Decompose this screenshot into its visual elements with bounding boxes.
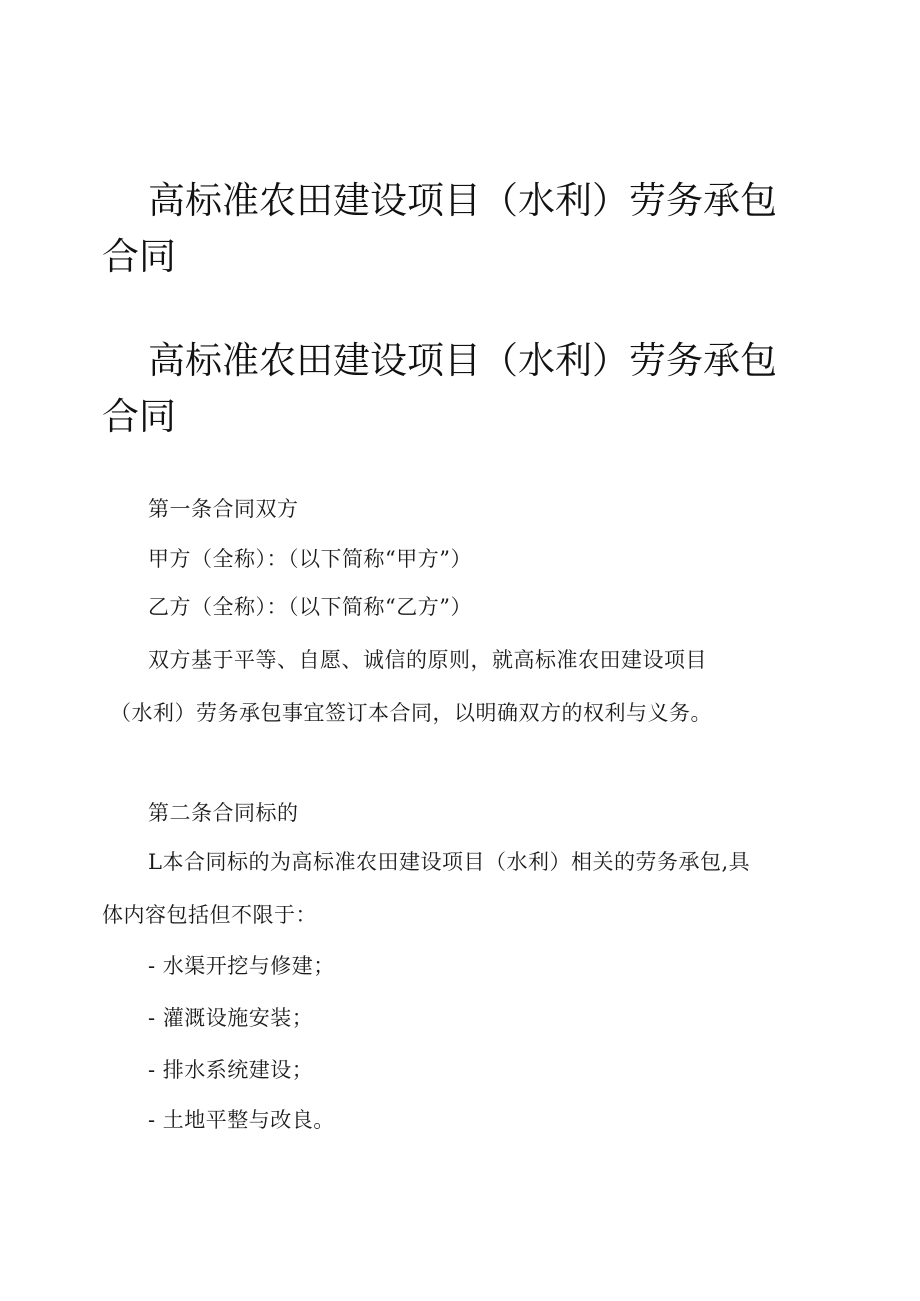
list-item: - 水渠开挖与修建； — [148, 954, 335, 978]
article-1-heading: 第一条合同双方 — [148, 497, 299, 521]
list-item: - 灌溉设施安装； — [148, 1006, 314, 1030]
party-a-line: 甲方（全称）：（以下简称“甲方”） — [148, 547, 472, 571]
article-2-clause-line-1: L本合同标的为高标准农田建设项目（水利）相关的劳务承包,具 — [148, 850, 751, 874]
article-1-intro-line-1: 双方基于平等、自愿、诚信的原则，就高标准农田建设项目 — [148, 648, 707, 672]
list-item: - 土地平整与改良。 — [148, 1108, 335, 1132]
article-2-heading: 第二条合同标的 — [148, 801, 299, 825]
document-title-repeat: 高标准农田建设项目（水利）劳务承包合同 — [102, 339, 777, 438]
document-title: 高标准农田建设项目（水利）劳务承包合同 — [102, 179, 777, 278]
list-item: - 排水系统建设； — [148, 1058, 314, 1082]
article-1-intro-line-2: （水利）劳务承包事宜签订本合同，以明确双方的权利与义务。 — [110, 701, 712, 725]
article-2-clause-line-2: 体内容包括但不限于： — [102, 903, 317, 927]
party-b-line: 乙方（全称）：（以下简称“乙方”） — [148, 595, 472, 619]
